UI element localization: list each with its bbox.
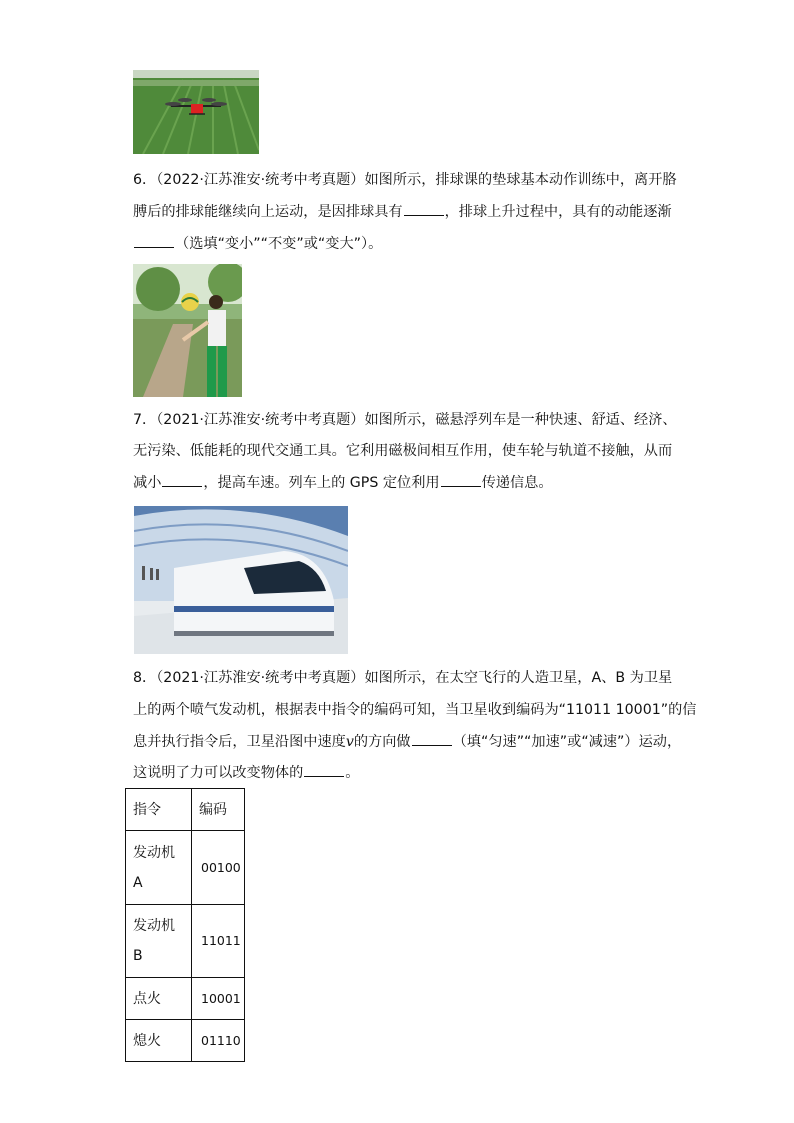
q6-text: （选填“变小”“不变”或“变大”）。	[175, 236, 383, 252]
table-cell-code: 01110	[192, 1020, 245, 1062]
command-label: 发动机	[133, 918, 175, 934]
q6-line-2	[133, 201, 672, 222]
q7-text: ，提高车速。列车上的 GPS 定位利用	[203, 475, 440, 491]
table-cell-code: 00100	[192, 831, 245, 905]
q6-text: ，排球上升过程中，具有的动能逐渐	[444, 204, 672, 220]
q8-text: 息并执行指令后，卫星沿图中速度	[133, 734, 346, 750]
q8-line-3	[133, 731, 681, 752]
q7-line-3	[133, 472, 553, 493]
table-cell-code: 11011	[192, 905, 245, 978]
command-code-table	[125, 788, 245, 1062]
answer-blank[interactable]	[404, 201, 444, 216]
q8-text: （填“匀速”“加速”或“减速”）运动，	[452, 734, 682, 750]
table-header-cell: 指令	[126, 789, 192, 831]
q6-line-3	[133, 233, 382, 254]
table-row	[126, 831, 245, 905]
q7-line-2: 无污染、低能耗的现代交通工具。它利用磁极间相互作用，使车轮与轨道不接触，从而	[133, 443, 673, 459]
q8-line-1: 8．（2021·江苏淮安·统考中考真题）如图所示，在太空飞行的人造卫星，A、B 为卫星	[133, 670, 673, 686]
answer-blank[interactable]	[304, 762, 344, 777]
table-row	[126, 905, 245, 978]
q7-line-1: 7．（2021·江苏淮安·统考中考真题）如图所示，磁悬浮列车是一种快速、舒适、经济、	[133, 412, 677, 428]
table-cell-command	[126, 905, 192, 978]
answer-blank[interactable]	[162, 472, 202, 487]
table-cell-command	[126, 831, 192, 905]
volleyball-photo	[133, 264, 242, 397]
q8-text: 这说明了力可以改变物体的	[133, 765, 304, 781]
q6-text: 膊后的排球能继续向上运动，是因排球具有	[133, 204, 403, 220]
q6-line-1: 6．（2022·江苏淮安·统考中考真题）如图所示，排球课的垫球基本动作训练中，离开胳	[133, 172, 677, 188]
table-row	[126, 978, 245, 1020]
q8-text: 。	[345, 765, 360, 781]
drone-photo	[133, 70, 259, 154]
command-label: A	[133, 874, 143, 891]
command-label: 发动机	[133, 844, 175, 861]
table-cell-command: 点火	[126, 978, 192, 1020]
velocity-symbol: v	[345, 734, 354, 750]
q8-line-4	[133, 762, 359, 783]
table-header-row	[126, 789, 245, 831]
answer-blank[interactable]	[134, 233, 174, 248]
q8-text: 的方向做	[353, 734, 411, 750]
maglev-train-photo	[134, 506, 348, 654]
table-row	[126, 1020, 245, 1062]
table-header-cell: 编码	[192, 789, 245, 831]
table-cell-code: 10001	[192, 978, 245, 1020]
answer-blank[interactable]	[412, 731, 452, 746]
table-cell-command: 熄火	[126, 1020, 192, 1062]
q7-text: 减小	[133, 475, 162, 491]
answer-blank[interactable]	[441, 472, 481, 487]
command-label: B	[133, 948, 143, 964]
q7-text: 传递信息。	[481, 475, 553, 491]
q8-line-2: 上的两个喷气发动机，根据表中指令的编码可知，当卫星收到编码为“11011 10001”的信	[133, 702, 697, 718]
